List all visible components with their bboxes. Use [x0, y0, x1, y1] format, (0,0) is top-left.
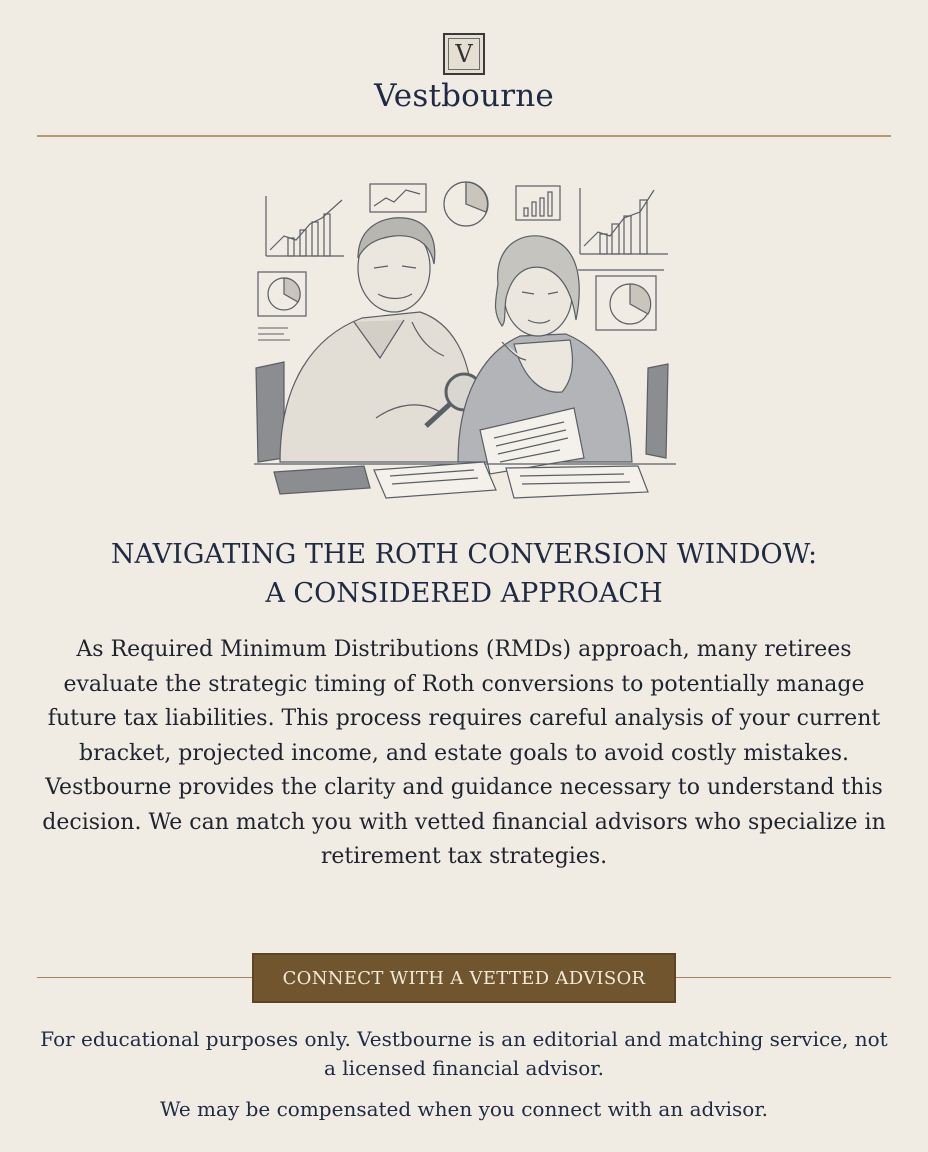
headline-line-1: NAVIGATING THE ROTH CONVERSION WINDOW:	[110, 539, 818, 570]
chair-right	[646, 364, 668, 458]
line-chart-panel-top	[370, 184, 426, 212]
pie-chart-left	[258, 272, 306, 316]
connect-advisor-button[interactable]: CONNECT WITH A VETTED ADVISOR	[252, 953, 676, 1003]
compensation-notice: We may be compensated when you connect with an advisor.	[159, 1097, 769, 1121]
chair-left	[256, 362, 284, 462]
couple-reviewing-documents-illustration	[244, 172, 684, 508]
brand-logo-mark[interactable]	[443, 33, 485, 75]
disclaimer-text: For educational purposes only. Vestbourne is an editorial and matching service, not a licensed financial advisor.	[40, 1027, 888, 1080]
cta-divider-left	[37, 977, 252, 978]
bar-chart-panel-right	[580, 188, 668, 254]
bar-chart-panel-left	[266, 196, 344, 256]
article-body	[30, 633, 898, 875]
pie-chart-top	[444, 182, 488, 226]
article-headline	[40, 535, 888, 613]
header-divider	[37, 135, 891, 137]
man-figure	[280, 218, 472, 462]
body-paragraph-2: Vestbourne provides the clarity and guidance necessary to understand this decision. We can match you with vetted financial advisors who specialize in retirement tax strategies.	[42, 775, 886, 869]
papers-on-table	[274, 462, 648, 498]
note-lines-left	[258, 328, 290, 340]
cta-divider-right	[676, 977, 891, 978]
bar-chart-panel-mid	[516, 186, 560, 220]
body-paragraph-1: As Required Minimum Distributions (RMDs) approach, many retirees evaluate the strategic timing of Roth conversions to potentially manage future tax liabilities. This process requires careful analysis of your current bracket, projected income, and estate goals to avoid costly mistakes.	[47, 637, 881, 766]
headline-line-2: A CONSIDERED APPROACH	[265, 578, 663, 609]
brand-name[interactable]: Vestbourne	[374, 78, 554, 114]
pie-chart-right	[578, 270, 664, 330]
logo-letter: V	[448, 38, 480, 70]
